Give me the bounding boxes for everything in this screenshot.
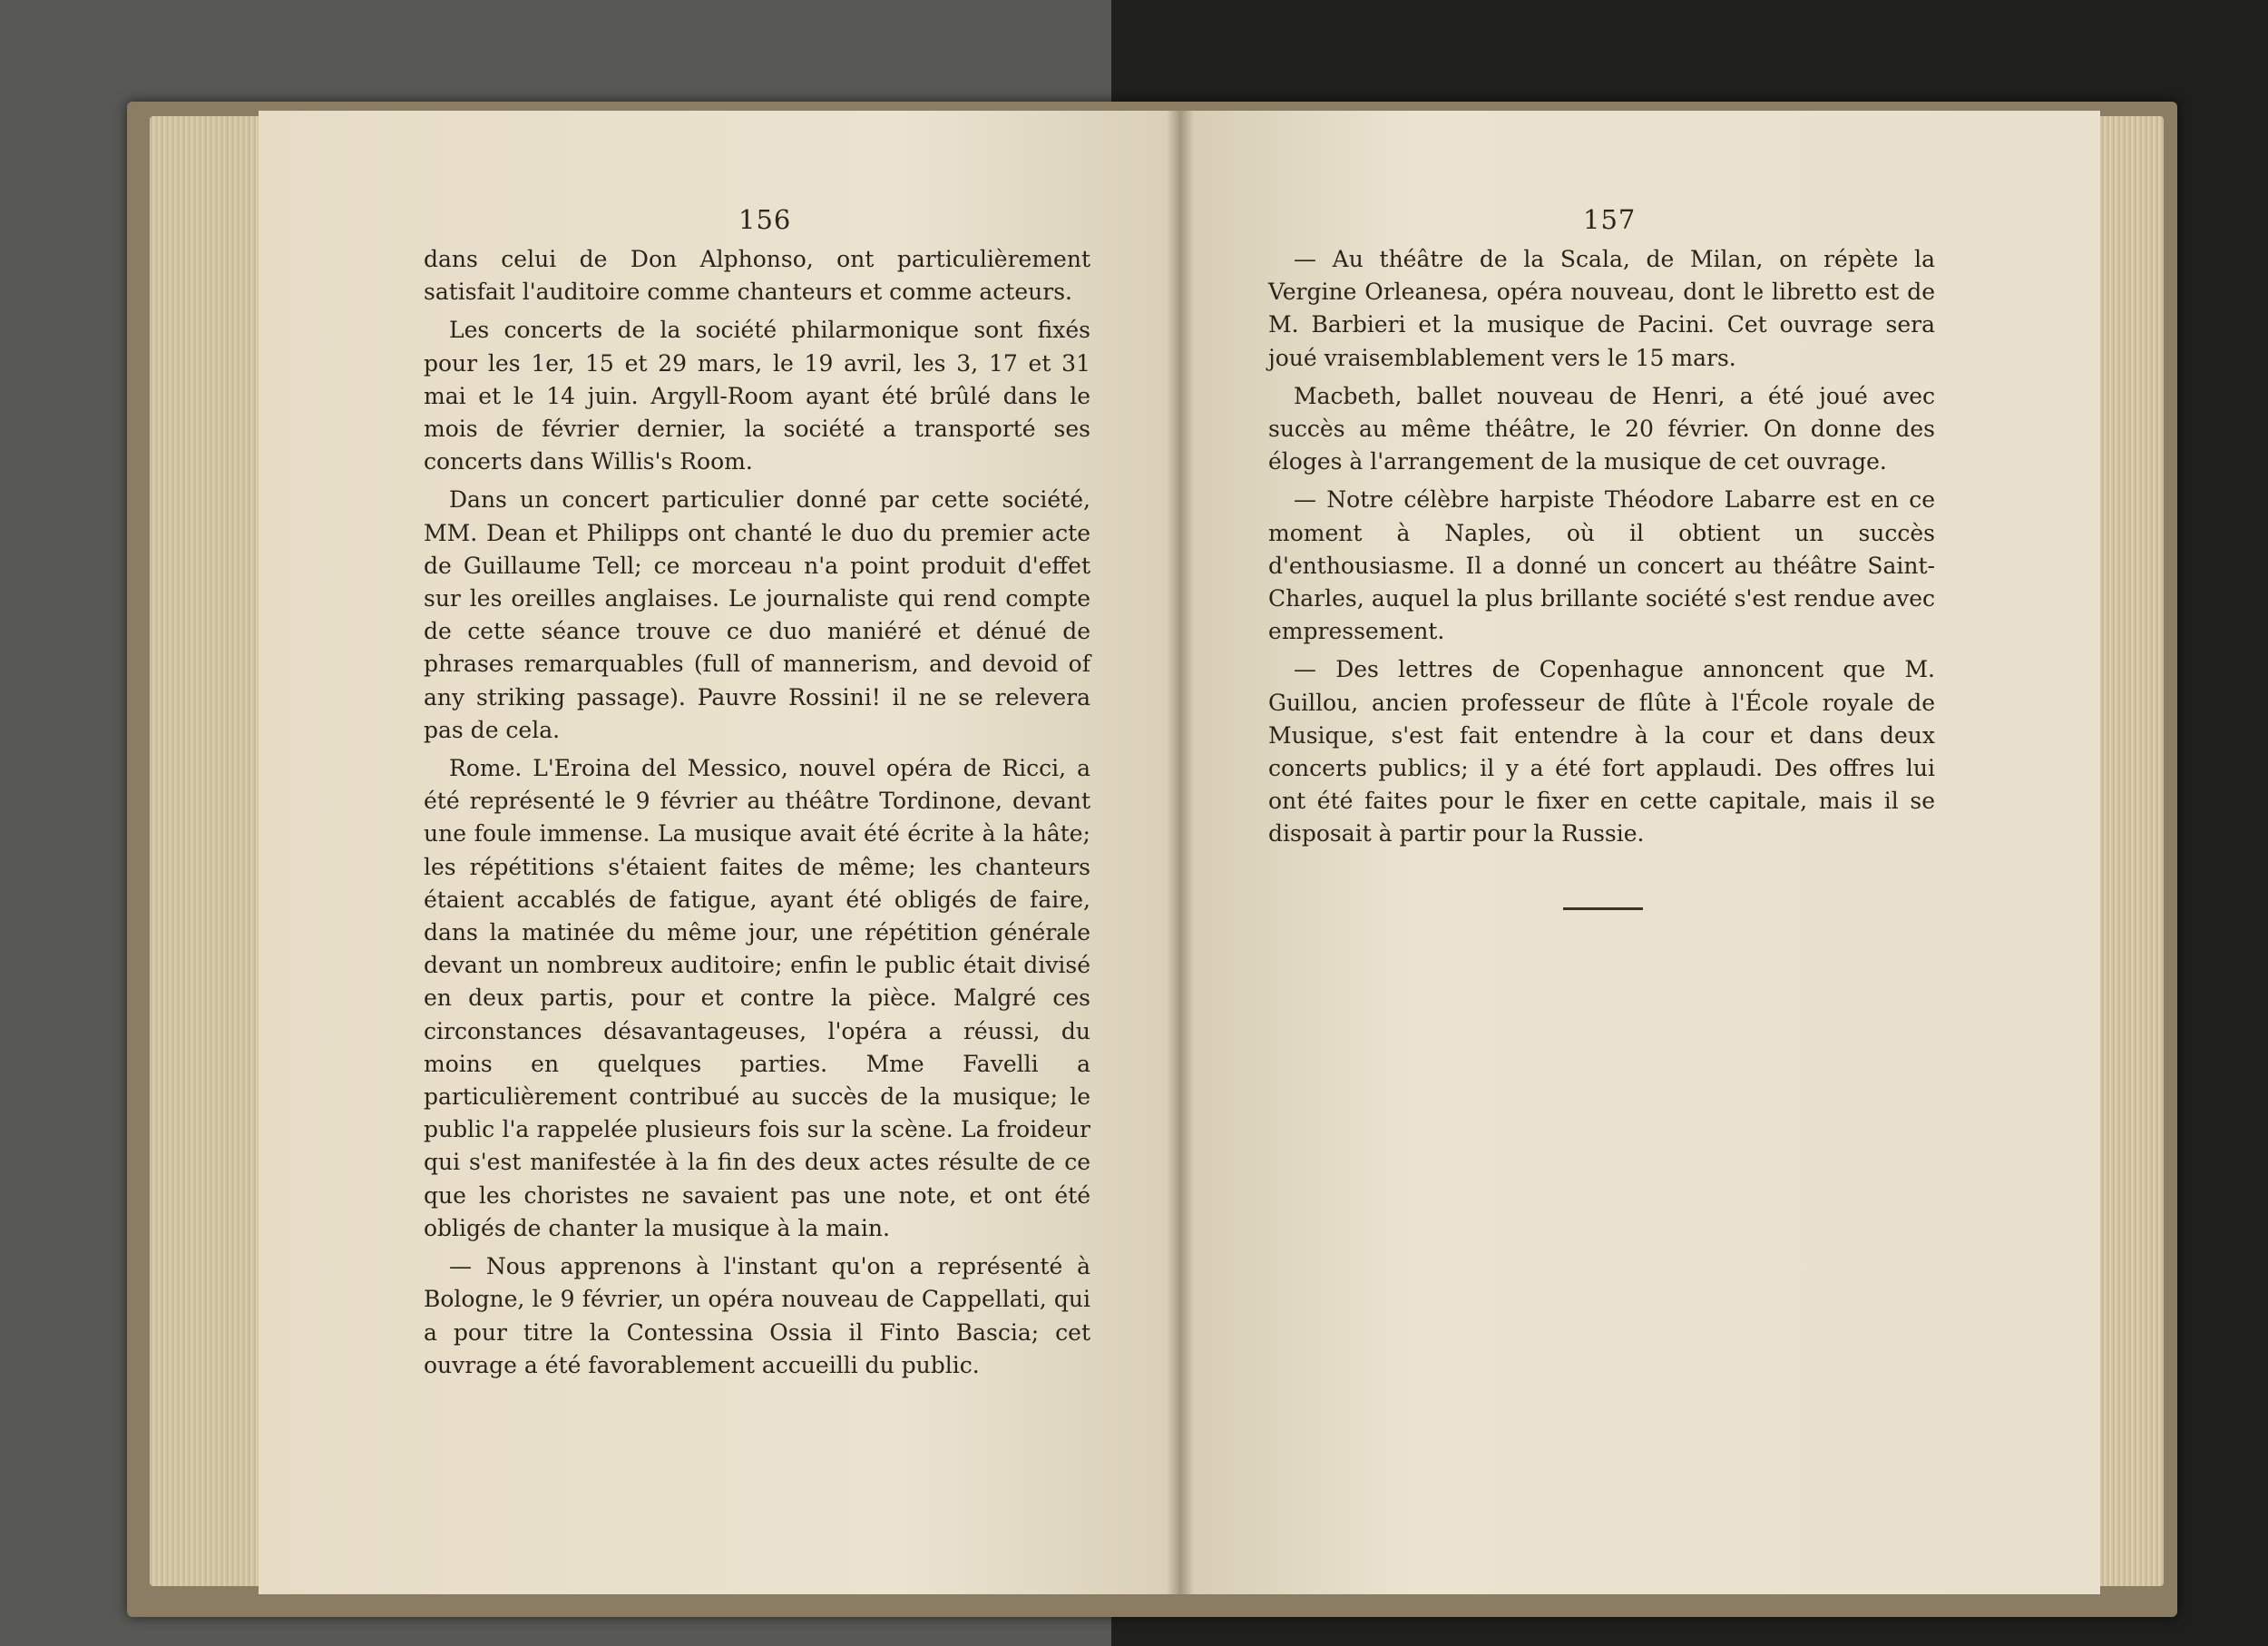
right-paragraph-4: — Des lettres de Copenhague annoncent que M. Guillou, ancien professeur de flûte à l'École royale de Musique, s'est fait entendre à la cour et dans deux concerts publics; il y a été fort applaudi. Des offres lui ont été faites pour le fixer en cette capitale, mais il se disposait à partir pour la Russie.	[1268, 656, 1935, 847]
left-paragraph-3: Dans un concert particulier donné par cette société, MM. Dean et Philipps ont chanté le duo du premier acte de Guillaume Tell; ce morceau n'a point produit d'effet sur les oreilles anglaises. Le journaliste qui rend compte de cette séance trouve ce duo maniéré et dénué de phrases remarquables (full of mannerism, and devoid of any striking passage). Pauvre Rossini! il ne se relevera pas de cela.	[424, 486, 1090, 743]
page-edges-left	[150, 116, 268, 1586]
left-paragraph-4: Rome. L'Eroina del Messico, nouvel opéra de Ricci, a été représenté le 9 février au théâtre Tordinone, devant une foule immense. La musique avait été écrite à la hâte; les répétitions s'étaient faites de même; les chanteurs étaient accablés de fatigue, ayant été obligés de faire, dans la matinée du même jour, une répétition générale devant un nombreux auditoire; enfin le public était divisé en deux partis, pour et contre la pièce. Malgré ces circonstances désavantageuses, l'opéra a réussi, du moins en quelques parties. Mme Favelli a particulièrement contribué au succès de la musique; le public l'a rappelée plusieurs fois sur la scène. La froideur qui s'est manifestée à la fin des deux actes résulte de ce que les choristes ne savaient pas une note, et ont été obligés de chanter la musique à la main.	[424, 755, 1090, 1241]
book-gutter	[1167, 111, 1194, 1594]
right-paragraph-1: — Au théâtre de la Scala, de Milan, on répète la Vergine Orleanesa, opéra nouveau, dont le libretto est de M. Barbieri et la musique de Pacini. Cet ouvrage sera joué vraisemblablement vers le 15 mars.	[1268, 246, 1935, 371]
right-page-number: 157	[1583, 204, 1637, 235]
right-paragraph-2: Macbeth, ballet nouveau de Henri, a été joué avec succès au même théâtre, le 20 février. On donne des éloges à l'arrangement de la musique de cet ouvrage.	[1268, 382, 1935, 475]
left-page-text	[424, 243, 1090, 1387]
section-end-rule	[1563, 907, 1643, 910]
page-edges-right	[2096, 116, 2164, 1586]
right-page-text	[1268, 243, 1935, 857]
left-paragraph-1: dans celui de Don Alphonso, ont particulièrement satisfait l'auditoire comme chanteurs et comme acteurs.	[424, 246, 1090, 306]
left-page-number: 156	[738, 204, 792, 235]
left-paragraph-2: Les concerts de la société philarmonique sont fixés pour les 1er, 15 et 29 mars, le 19 avril, les 3, 17 et 31 mai et le 14 juin. Argyll-Room ayant été brûlé dans le mois de février dernier, la société a transporté ses concerts dans Willis's Room.	[424, 317, 1090, 475]
left-paragraph-5: — Nous apprenons à l'instant qu'on a représenté à Bologne, le 9 février, un opéra nouveau de Cappellati, qui a pour titre la Contessina Ossia il Finto Bascia; cet ouvrage a été favorablement accueilli du public.	[424, 1253, 1090, 1378]
right-paragraph-3: — Notre célèbre harpiste Théodore Labarre est en ce moment à Naples, où il obtient un succès d'enthousiasme. Il a donné un concert au théâtre Saint-Charles, auquel la plus brillante société s'est rendue avec empressement.	[1268, 486, 1935, 645]
